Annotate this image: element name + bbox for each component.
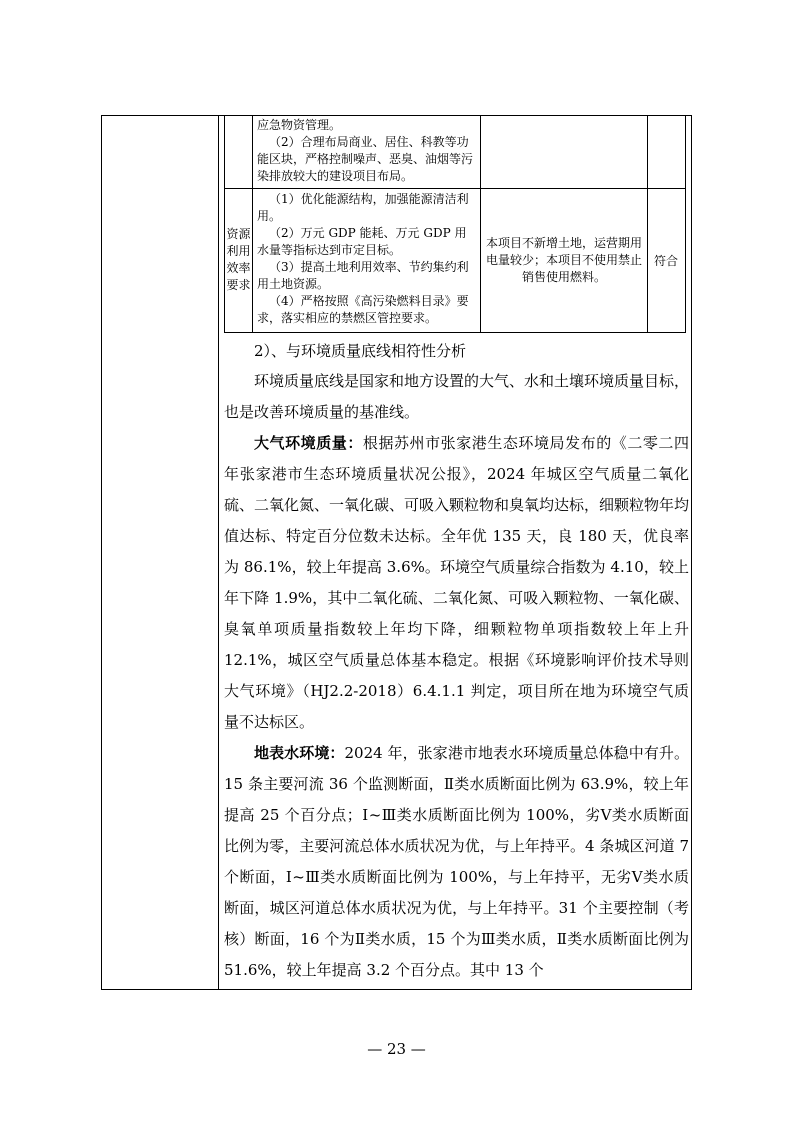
requirement-line: 应急物资管理。 [257,118,342,132]
section-heading: 2）、与环境质量底线相符性分析 [254,342,467,360]
analysis-body [224,336,689,986]
resource-requirements [257,191,477,327]
left-column-divider [218,116,219,989]
compliance-result: 符合 [653,253,678,268]
surface-water-paragraph: 地表水环境：2024 年，张家港市地表水环境质量总体稳中有升。15 条主要河流 36 个监测断面，Ⅱ类水质断面比例为 63.9%，较上年提高 25 个百分点；Ⅰ~Ⅲ类水质断面比例为 100%，劣Ⅴ类水质断面比例为零，主要河流总体水质状况为优，与上年持平。4 条城区河道 7 个断面，Ⅰ~Ⅲ类水质断面比例为 100%，与上年持平，无劣Ⅴ类水质断面，城区河道总体水质状况为优，与上年持平。31 个主要控制（考核）断面，16 个为Ⅱ类水质，15 个为Ⅲ类水质，Ⅱ类水质断面比例为 51.6%，较上年提高 3.2 个百分点。其中 13 个 [224,744,689,979]
category-label: 资源利用效率要求 [226,227,251,292]
requirement-line: （1）优化能源结构，加强能源清洁利用。 [257,192,469,223]
top-row-requirements [257,117,477,185]
requirement-line: （2）万元 GDP 能耗、万元 GDP 用水量等指标达到市定目标。 [257,226,467,257]
intro-paragraph: 环境质量底线是国家和地方设置的大气、水和土壤环境质量目标，也是改善环境质量的基准线。 [224,372,690,421]
air-quality-paragraph: 大气环境质量：根据苏州市张家港生态环境局发布的《二零二四年张家港市生态环境质量状况公报》，2024 年城区空气质量二氧化硫、二氧化氮、一氧化碳、可吸入颗粒物和臭氧均达标，细颗粒物年均值达标、特定百分位数未达标。全年优 135 天，良 180 天，优良率为 86.1%，较上年提高 3.6%。环境空气质量综合指数为 4.10，较上年下降 1.9%，其中二氧化硫、二氧化氮、可吸入颗粒物、一氧化碳、臭氧单项质量指数较上年均下降，细颗粒物单项指数较上年上升 12.1%，城区空气质量总体基本稳定。根据《环境影响评价技术导则 大气环境》（HJ2.2-2018）6.4.1.1 判定，项目所在地为环境空气质量不达标区。 [224,434,690,731]
requirement-line: （3）提高土地利用效率、节约集约利用土地资源。 [257,260,469,291]
requirement-line: （2）合理布局商业、居住、科教等功能区块，严格控制噪声、恶臭、油烟等污染排放较大的建设项目布局。 [257,135,474,183]
requirement-line: （4）严格按照《高污染燃料目录》要求，落实相应的禁燃区管控要求。 [257,294,469,325]
air-quality-label: 大气环境质量： [254,434,363,452]
page-frame [101,115,692,990]
surface-water-label: 地表水环境： [254,744,345,762]
page-number: — 23 — [367,1040,426,1058]
project-status: 本项目不新增土地，运营期用电量较少；本项目不使用禁止销售使用燃料。 [485,235,642,284]
table-col-divider [252,116,253,332]
requirements-table [224,116,686,333]
